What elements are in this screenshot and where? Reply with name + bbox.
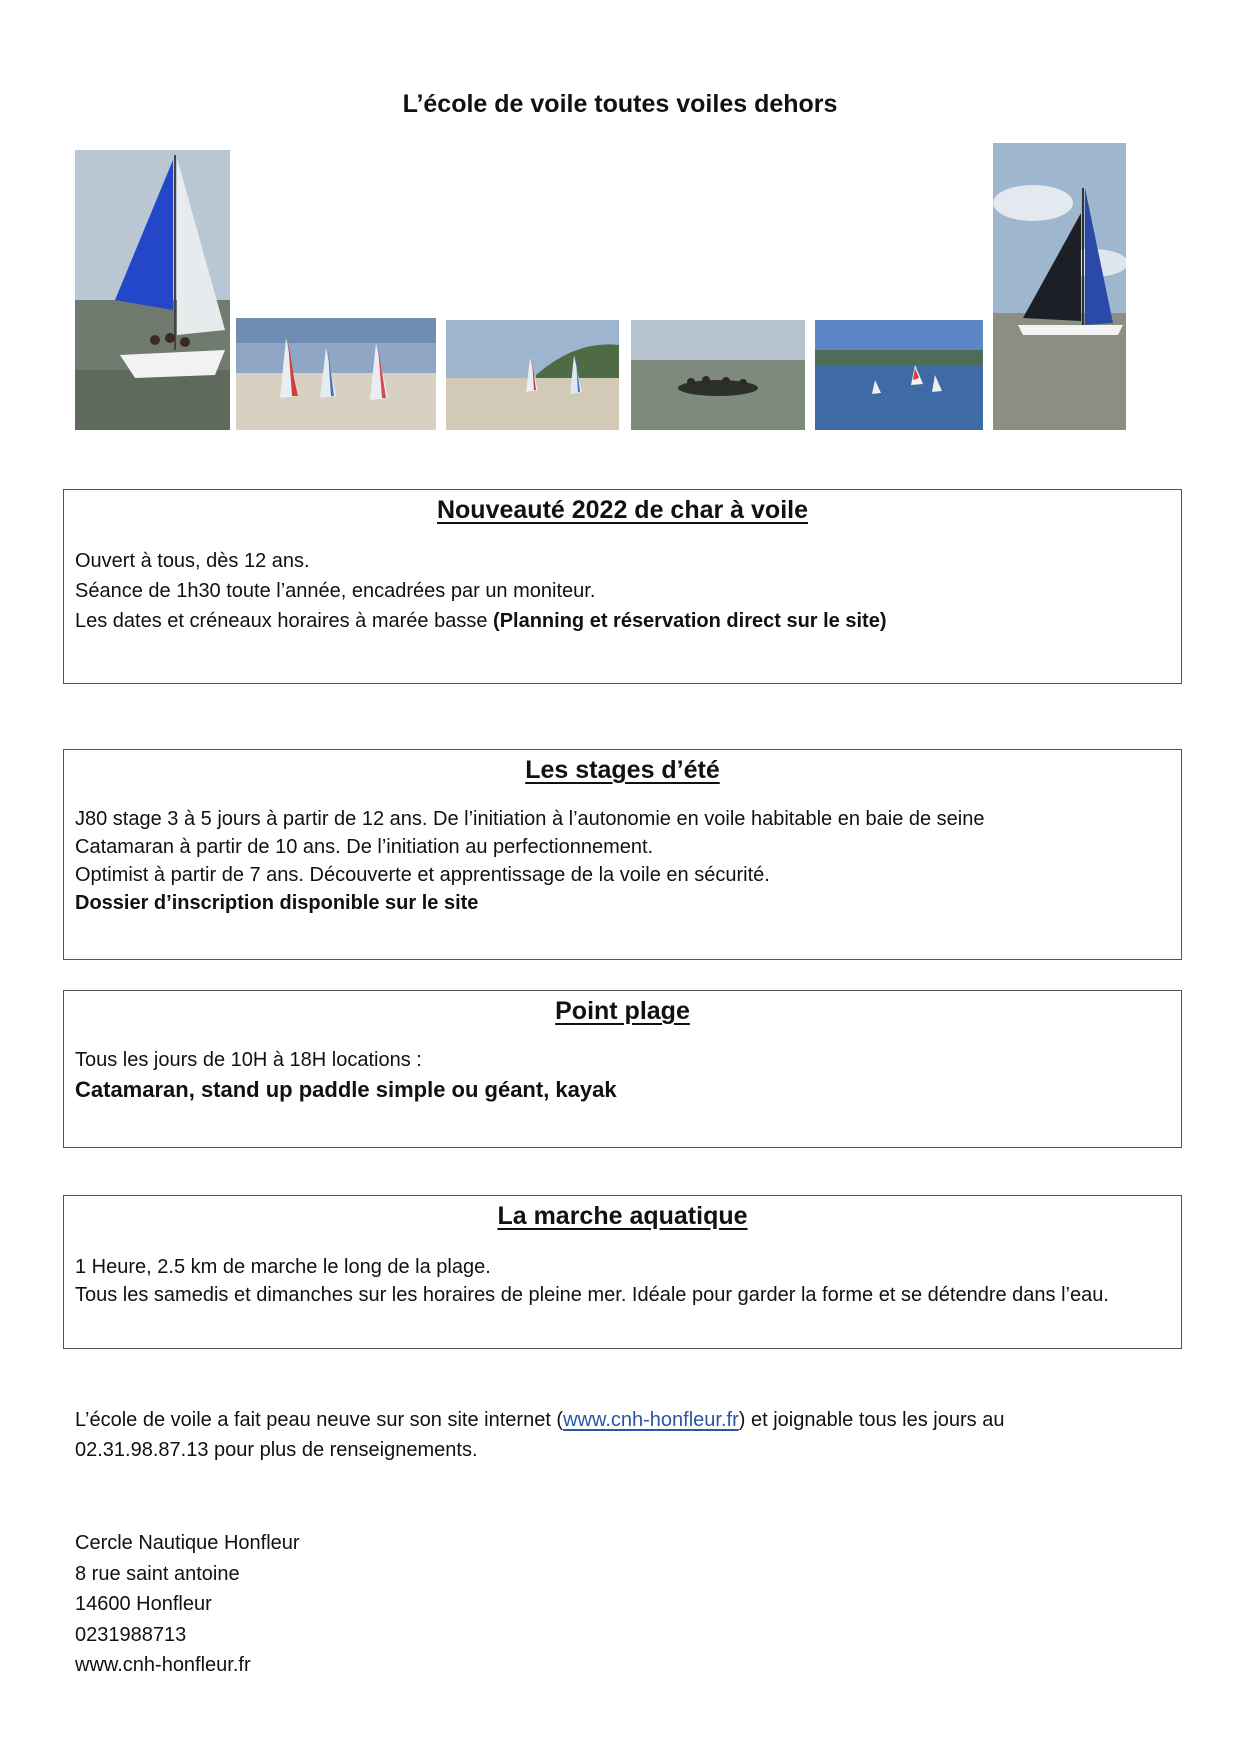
char-a-voile-line-2: Séance de 1h30 toute l’année, encadrées par un moniteur.: [75, 580, 596, 602]
point-plage-rentals: Catamaran, stand up paddle simple ou géant, kayak: [75, 1077, 617, 1102]
stages-ete-dossier: Dossier d’inscription disponible sur le site: [75, 892, 479, 914]
info-text-before: L’école de voile a fait peau neuve sur son site internet (: [75, 1409, 564, 1431]
section-title-marche-aquatique: La marche aquatique: [497, 1202, 748, 1230]
photo-sand-yachts-1: [236, 318, 436, 430]
section-marche-aquatique: [63, 1195, 1182, 1349]
char-a-voile-line-1: Ouvert à tous, dès 12 ans.: [75, 550, 310, 572]
marche-aquatique-line-1: 1 Heure, 2.5 km de marche le long de la plage.: [75, 1256, 491, 1278]
section-stages-ete: [63, 749, 1182, 960]
address-phone: 0231988713: [75, 1623, 187, 1646]
section-title-stages-ete: Les stages d’été: [525, 756, 720, 784]
address-block: [75, 1528, 300, 1681]
section-title-point-plage: Point plage: [555, 997, 690, 1025]
char-a-voile-planning-note: (Planning et réservation direct sur le site): [493, 610, 887, 632]
address-street: 8 rue saint antoine: [75, 1562, 240, 1585]
stages-ete-line-optimist: Optimist à partir de 7 ans. Découverte et apprentissage de la voile en sécurité.: [75, 864, 770, 886]
address-website: www.cnh-honfleur.fr: [75, 1654, 251, 1676]
photo-water-walk: [631, 320, 805, 430]
photo-catamaran: [993, 143, 1126, 430]
section-char-a-voile: [63, 489, 1182, 684]
photo-optimists: [815, 320, 983, 430]
char-a-voile-line-3: Les dates et créneaux horaires à marée basse: [75, 610, 494, 632]
stages-ete-line-catamaran: Catamaran à partir de 10 ans. De l’initiation au perfectionnement.: [75, 836, 654, 858]
point-plage-hours: Tous les jours de 10H à 18H locations :: [75, 1049, 422, 1071]
address-name: Cercle Nautique Honfleur: [75, 1532, 300, 1554]
info-paragraph: [75, 1405, 1004, 1465]
section-point-plage: [63, 990, 1182, 1148]
document-title: L’école de voile toutes voiles dehors: [402, 90, 838, 118]
photo-sailboat-crew: [75, 150, 230, 430]
info-text-after: ) et joignable tous les jours au: [738, 1409, 1005, 1431]
stages-ete-line-j80: J80 stage 3 à 5 jours à partir de 12 ans. De l’initiation à l’autonomie en voile habitable en baie de seine: [75, 808, 985, 830]
address-city: 14600 Honfleur: [75, 1593, 212, 1615]
website-link[interactable]: www.cnh-honfleur.fr: [563, 1409, 739, 1431]
section-title-char-a-voile: Nouveauté 2022 de char à voile: [436, 496, 808, 524]
marche-aquatique-line-2: Tous les samedis et dimanches sur les horaires de pleine mer. Idéale pour garder la forme et se détendre dans l’eau.: [75, 1284, 1109, 1306]
info-phone-line: 02.31.98.87.13 pour plus de renseignements.: [75, 1439, 478, 1461]
photo-sand-yachts-2: [446, 320, 619, 430]
